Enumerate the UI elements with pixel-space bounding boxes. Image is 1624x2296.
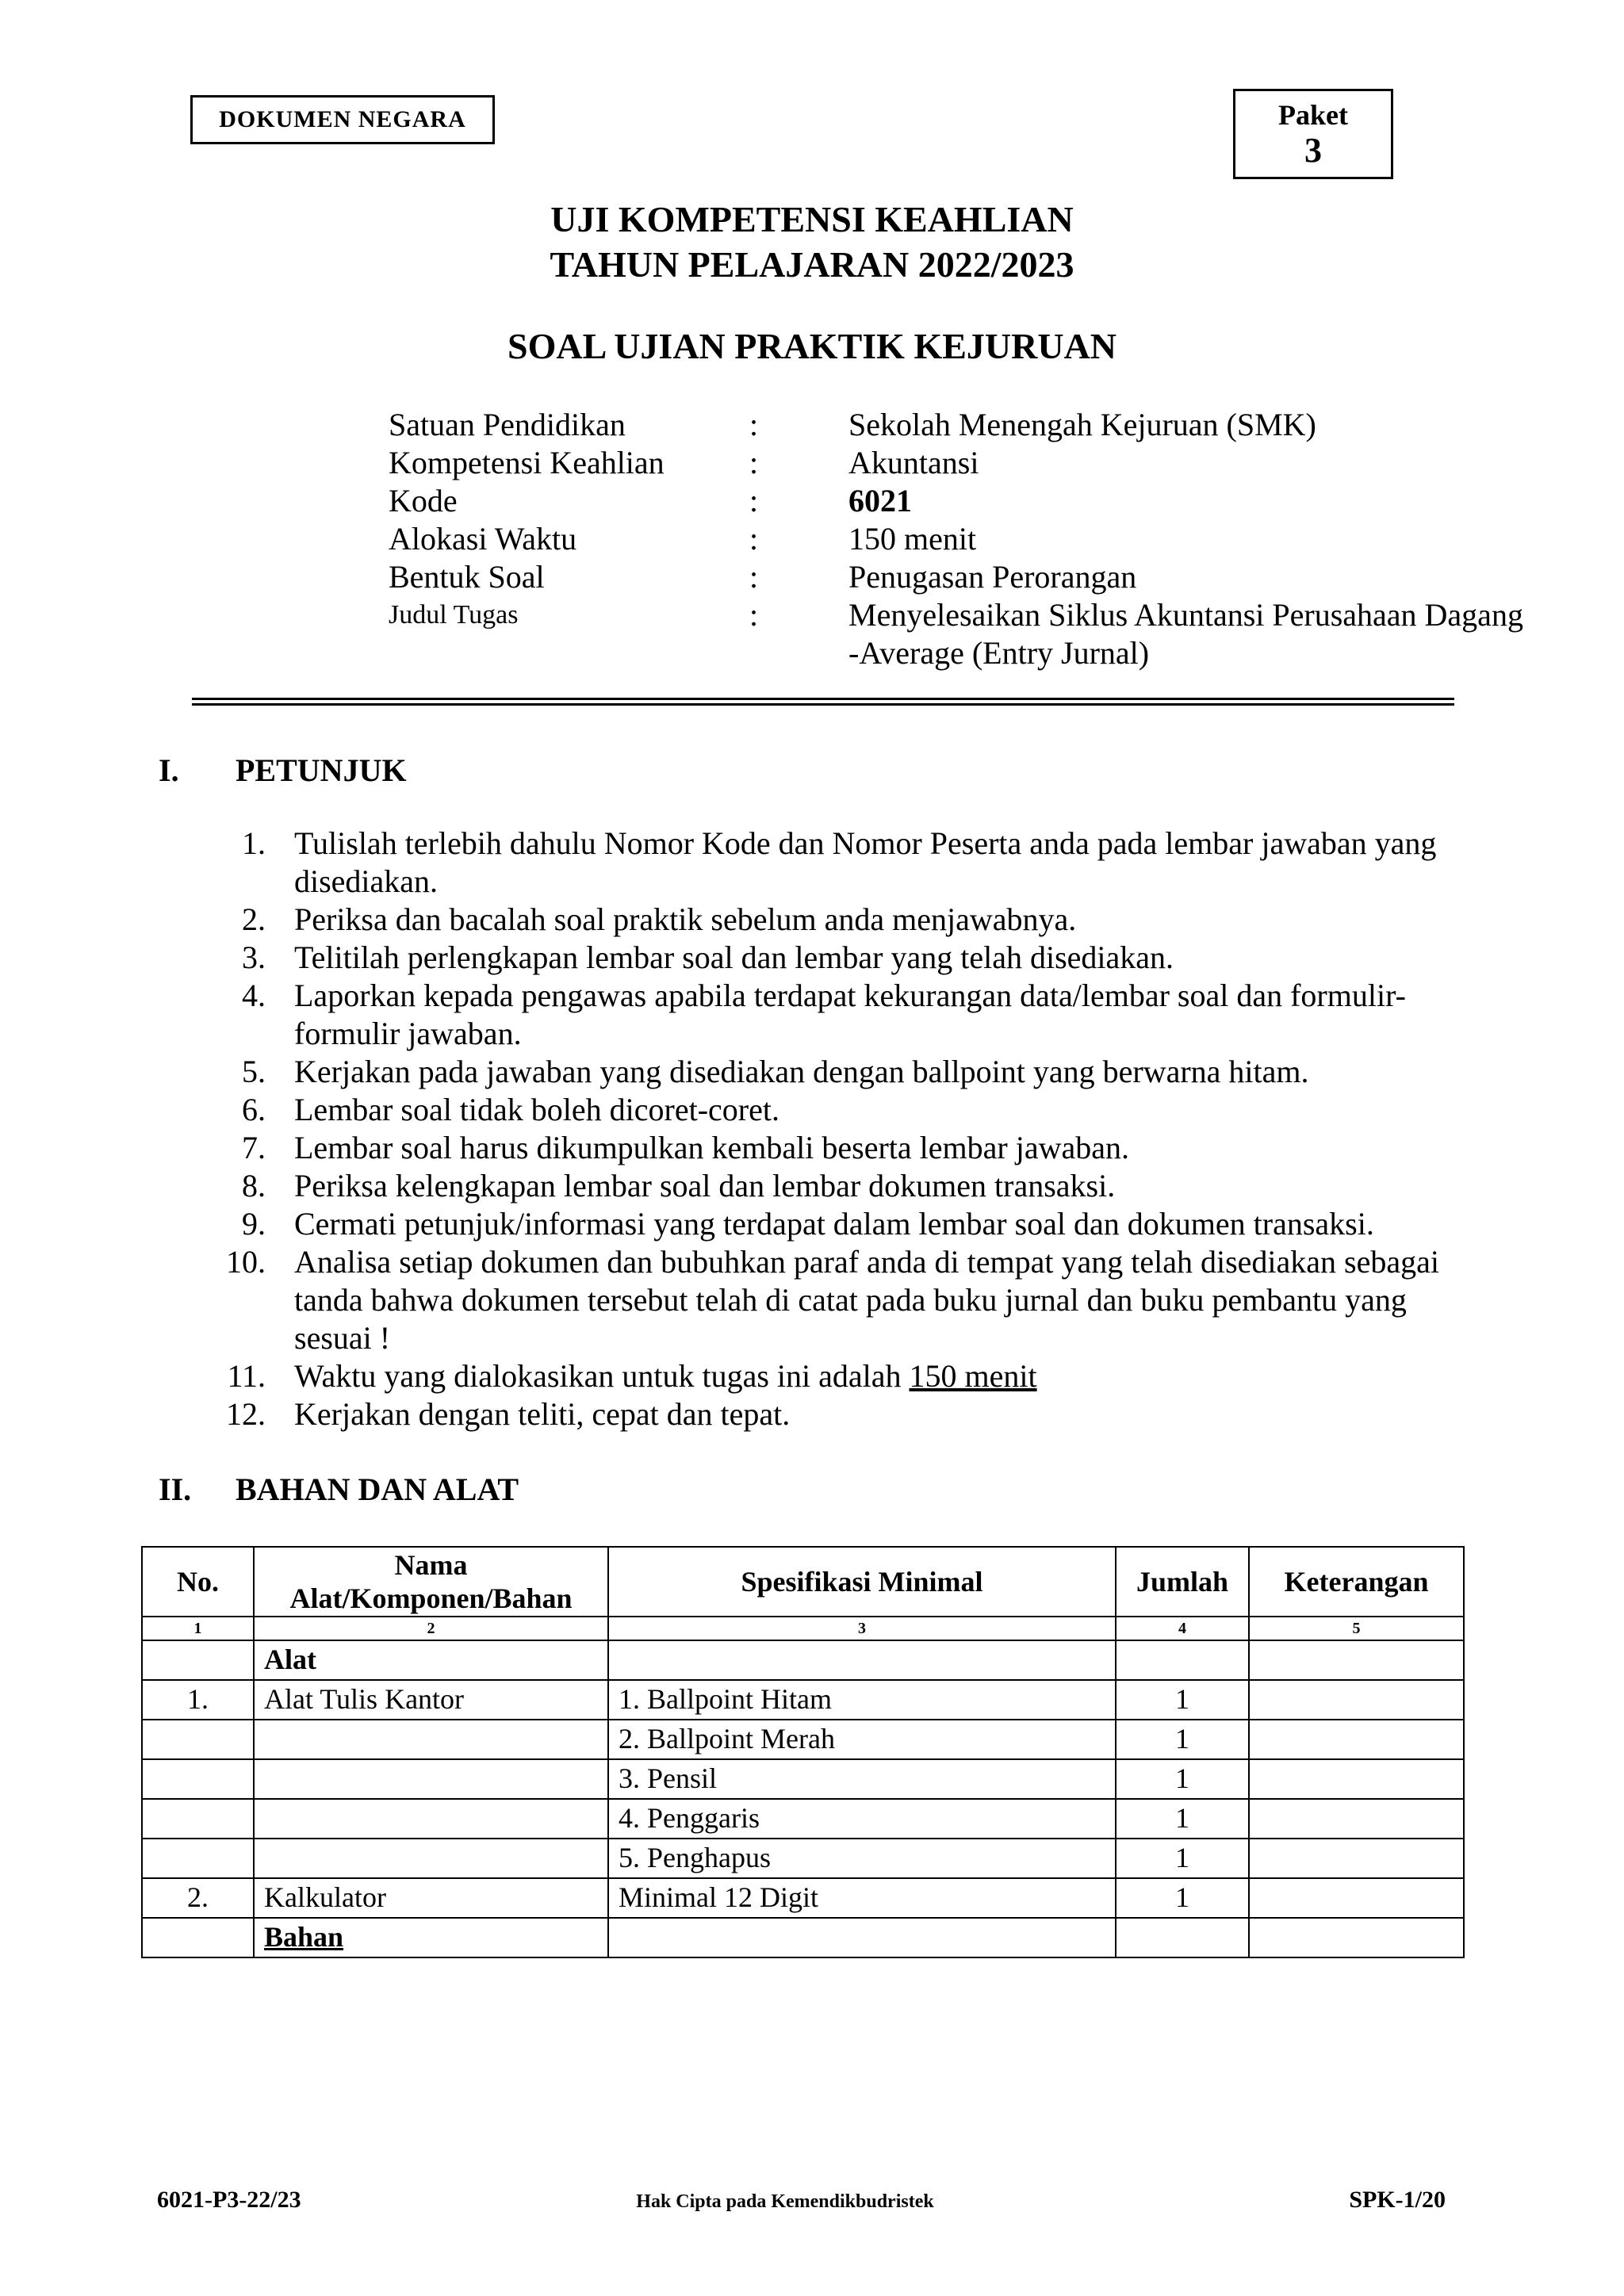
table-cell xyxy=(1249,1680,1464,1720)
list-item xyxy=(226,1053,1471,1091)
table-cell xyxy=(142,1720,254,1759)
list-item xyxy=(226,1205,1471,1243)
table-cell xyxy=(608,1640,1116,1680)
list-item xyxy=(226,1243,1471,1357)
table-cell: 5. Penghapus xyxy=(608,1839,1116,1878)
table-cell xyxy=(254,1839,608,1878)
table-cell xyxy=(254,1799,608,1839)
table-row xyxy=(142,1720,1464,1759)
item-number: 9. xyxy=(242,1206,266,1242)
title-line1: UJI KOMPETENSI KEAHLIAN xyxy=(550,199,1074,239)
table-cell xyxy=(1116,1918,1249,1957)
table-cell xyxy=(1249,1839,1464,1878)
footer-copyright: Hak Cipta pada Kemendikbudristek xyxy=(636,2191,934,2212)
table-cell xyxy=(1249,1759,1464,1799)
table-cell: 1 xyxy=(1116,1680,1249,1720)
table-cell: 1 xyxy=(1116,1799,1249,1839)
table-row xyxy=(142,1799,1464,1839)
table-cell xyxy=(1249,1640,1464,1680)
info-key: Judul Tugas xyxy=(389,600,519,629)
info-colon: : xyxy=(749,521,759,557)
info-value: 6021 xyxy=(848,483,912,519)
info-row-alokasi xyxy=(389,520,1499,558)
item-text: Kerjakan pada jawaban yang disediakan dengan ballpoint yang berwarna hitam. xyxy=(294,1054,1309,1089)
item-number: 10. xyxy=(226,1244,266,1280)
table-cell xyxy=(142,1918,254,1957)
section-petunjuk-heading xyxy=(159,752,714,790)
item-text: Kerjakan dengan teliti, cepat dan tepat. xyxy=(294,1396,791,1432)
item-number: 3. xyxy=(242,939,266,975)
footer-code: 6021-P3-22/23 xyxy=(157,2187,301,2213)
list-item xyxy=(226,1091,1471,1129)
item-number: 5. xyxy=(242,1054,266,1089)
table-cell xyxy=(142,1759,254,1799)
section-number: I. xyxy=(159,752,179,788)
table-header-row xyxy=(142,1547,1464,1617)
table-cell xyxy=(142,1799,254,1839)
table-cell: Alat xyxy=(254,1640,608,1680)
table-cell: 1 xyxy=(1116,1720,1249,1759)
column-header: Jumlah xyxy=(1116,1547,1249,1617)
info-value: Sekolah Menengah Kejuruan (SMK) xyxy=(848,407,1316,442)
info-colon: : xyxy=(749,445,759,480)
info-value: Menyelesaikan Siklus Akuntansi Perusahaan Dagang -Average (Entry Jurnal) xyxy=(848,597,1523,671)
list-item xyxy=(226,1395,1471,1433)
list-item xyxy=(226,1129,1471,1167)
column-header: No. xyxy=(142,1547,254,1617)
info-row-kode xyxy=(389,482,1499,520)
table-cell: Alat Tulis Kantor xyxy=(254,1680,608,1720)
table-row xyxy=(142,1759,1464,1799)
table-cell: 5 xyxy=(1249,1617,1464,1640)
footer-page: SPK-1/20 xyxy=(1349,2187,1446,2213)
info-row-satuan xyxy=(389,406,1499,444)
bahan-alat-table xyxy=(141,1546,1465,1958)
table-cell xyxy=(1249,1720,1464,1759)
item-number: 12. xyxy=(226,1396,266,1432)
table-cell: 1 xyxy=(1116,1839,1249,1878)
table-cell xyxy=(1116,1640,1249,1680)
column-header: Spesifikasi Minimal xyxy=(608,1547,1116,1617)
list-item xyxy=(226,1357,1471,1395)
list-item xyxy=(226,977,1471,1053)
list-item xyxy=(226,1167,1471,1205)
table-cell: Kalkulator xyxy=(254,1878,608,1918)
table-cell: 1 xyxy=(1116,1759,1249,1799)
info-key: Kode xyxy=(389,483,458,519)
item-number: 8. xyxy=(242,1168,266,1203)
table-row xyxy=(142,1878,1464,1918)
item-text: Periksa kelengkapan lembar soal dan lembar dokumen transaksi. xyxy=(294,1168,1116,1203)
item-text: Lembar soal tidak boleh dicoret-coret. xyxy=(294,1092,779,1127)
info-row-kompetensi xyxy=(389,444,1499,482)
table-cell xyxy=(1249,1918,1464,1957)
info-colon: : xyxy=(749,597,759,633)
column-header: Keterangan xyxy=(1249,1547,1464,1617)
info-key: Bentuk Soal xyxy=(389,559,545,595)
info-colon: : xyxy=(749,407,759,442)
item-text: Periksa dan bacalah soal praktik sebelum anda menjawabnya. xyxy=(294,901,1077,937)
table-cell: 1. xyxy=(142,1680,254,1720)
item-number: 7. xyxy=(242,1130,266,1165)
list-item xyxy=(226,901,1471,939)
table-cell: 3. Pensil xyxy=(608,1759,1116,1799)
paket-label: Paket xyxy=(1278,99,1348,131)
info-key: Kompetensi Keahlian xyxy=(389,445,665,480)
item-number: 2. xyxy=(242,901,266,937)
table-cell: 2. Ballpoint Merah xyxy=(608,1720,1116,1759)
title-line2: TAHUN PELAJARAN 2022/2023 xyxy=(550,244,1074,285)
section-title: PETUNJUK xyxy=(236,752,407,788)
list-item xyxy=(226,939,1471,977)
dokumen-negara-label: DOKUMEN NEGARA xyxy=(190,95,495,144)
paket-box xyxy=(1233,89,1393,179)
paket-number: 3 xyxy=(1304,131,1322,170)
item-number: 11. xyxy=(227,1358,266,1394)
table-cell xyxy=(142,1839,254,1878)
table-row xyxy=(142,1680,1464,1720)
info-row-judul xyxy=(389,596,1523,672)
table-cell xyxy=(142,1640,254,1680)
table-index-row xyxy=(142,1617,1464,1640)
table-row xyxy=(142,1839,1464,1878)
item-text: Cermati petunjuk/informasi yang terdapat dalam lembar soal dan dokumen transaksi. xyxy=(294,1206,1374,1242)
table-cell: 1. Ballpoint Hitam xyxy=(608,1680,1116,1720)
table-cell xyxy=(608,1918,1116,1957)
item-number: 1. xyxy=(242,825,266,861)
item-text: Analisa setiap dokumen dan bubuhkan paraf anda di tempat yang telah disediakan sebagai tanda bahwa dokumen tersebut telah di catat pada buku jurnal dan buku pembantu yang sesuai ! xyxy=(294,1244,1439,1356)
item-number: 4. xyxy=(242,978,266,1013)
table-cell: 1 xyxy=(142,1617,254,1640)
item-number: 6. xyxy=(242,1092,266,1127)
item-text: Lembar soal harus dikumpulkan kembali beserta lembar jawaban. xyxy=(294,1130,1129,1165)
table-cell: 2. xyxy=(142,1878,254,1918)
table-row xyxy=(142,1640,1464,1680)
info-colon: : xyxy=(749,559,759,595)
table-cell xyxy=(1249,1878,1464,1918)
info-value: 150 menit xyxy=(848,521,977,557)
list-item xyxy=(226,825,1471,901)
table-row xyxy=(142,1918,1464,1957)
info-key: Alokasi Waktu xyxy=(389,521,577,557)
info-value: Penugasan Perorangan xyxy=(848,559,1137,595)
table-cell: Minimal 12 Digit xyxy=(608,1878,1116,1918)
table-cell: 4 xyxy=(1116,1617,1249,1640)
item-text: Telitilah perlengkapan lembar soal dan lembar yang telah disediakan. xyxy=(294,939,1174,975)
table-cell xyxy=(1249,1799,1464,1839)
item-underlined-text: 150 menit xyxy=(909,1358,1037,1394)
double-divider xyxy=(192,698,1454,706)
table-cell: 4. Penggaris xyxy=(608,1799,1116,1839)
info-value: Akuntansi xyxy=(848,445,979,480)
title-line3: SOAL UJIAN PRAKTIK KEJURUAN xyxy=(507,326,1117,366)
table-cell xyxy=(254,1759,608,1799)
info-row-bentuk xyxy=(389,558,1499,596)
table-cell: Bahan xyxy=(254,1918,608,1957)
item-text: Tulislah terlebih dahulu Nomor Kode dan Nomor Peserta anda pada lembar jawaban yang disediakan. xyxy=(294,825,1437,899)
info-colon: : xyxy=(749,483,759,519)
section-number: II. xyxy=(159,1471,192,1507)
info-key: Satuan Pendidikan xyxy=(389,407,626,442)
table-cell: 1 xyxy=(1116,1878,1249,1918)
section-bahan-alat-heading xyxy=(159,1471,872,1509)
instruction-list xyxy=(226,825,1471,1433)
column-header: Nama Alat/Komponen/Bahan xyxy=(254,1547,608,1617)
table-cell: 3 xyxy=(608,1617,1116,1640)
item-text: Waktu yang dialokasikan untuk tugas ini adalah xyxy=(294,1358,910,1394)
section-title: BAHAN DAN ALAT xyxy=(236,1471,519,1507)
table-cell xyxy=(254,1720,608,1759)
table-cell: 2 xyxy=(254,1617,608,1640)
item-text: Laporkan kepada pengawas apabila terdapat kekurangan data/lembar soal dan formulir-formulir jawaban. xyxy=(294,978,1406,1051)
